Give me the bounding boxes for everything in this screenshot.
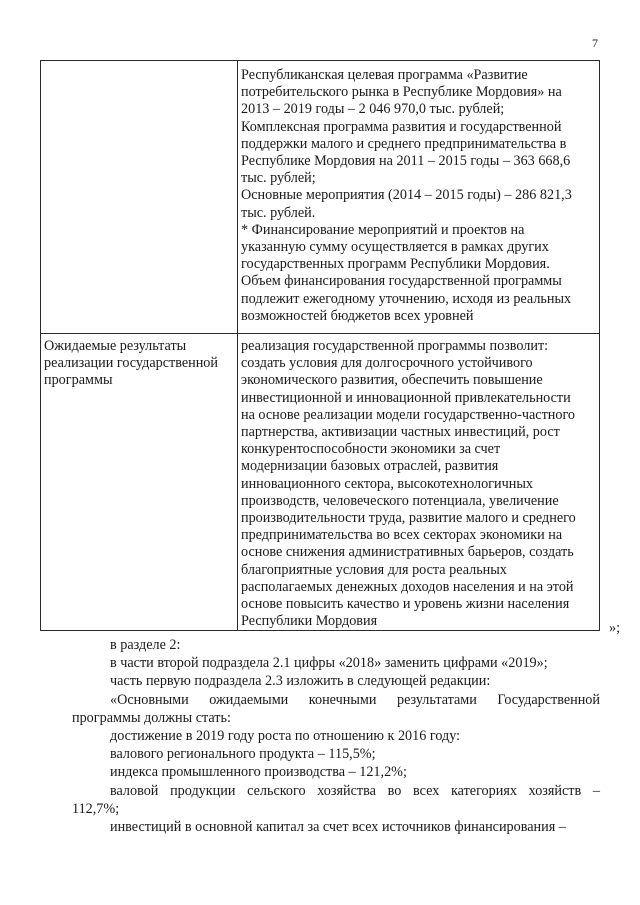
paragraph-continuation: программы должны стать: [72, 709, 231, 726]
cell-line: предпринимательства во всех секторах экономики на [241, 527, 563, 544]
cell-line: 2013 – 2019 годы – 2 046 970,0 тыс. рублей; [241, 101, 505, 118]
cell-line: указанную сумму осуществляется в рамках других [241, 239, 549, 256]
cell-line: партнерства, активизации частных инвестиций, рост [241, 424, 560, 441]
cell-line: программы [44, 372, 113, 389]
cell-line: основе повысить качество и уровень жизни населения [241, 596, 570, 613]
cell-line: потребительского рынка в Республике Мордовия» на [241, 84, 562, 101]
paragraph: достижение в 2019 году роста по отношению к 2016 году: [110, 728, 461, 745]
cell-line: тыс. рублей; [241, 170, 316, 187]
paragraph-continuation: 112,7%; [72, 800, 120, 817]
paragraph: валового регионального продукта – 115,5%; [110, 746, 376, 763]
cell-line: * Финансирование мероприятий и проектов на [241, 221, 525, 238]
cell-line: возможностей бюджетов всех уровней [241, 307, 474, 324]
cell-line: конкурентоспособности экономики за счет [241, 441, 501, 458]
cell-line: реализации государственной [44, 355, 218, 372]
cell-line: производительности труда, развитие малого и среднего [241, 510, 576, 527]
paragraph: инвестиций в основной капитал за счет всех источников финансирования – [110, 819, 566, 836]
cell-line: Ожидаемые результаты [44, 338, 187, 354]
cell-line: реализация государственной программы позволит: [241, 338, 549, 354]
cell-line: располагаемых денежных доходов населения и на этой [241, 578, 574, 595]
cell-line: Республики Мордовия [241, 613, 378, 630]
cell-line: экономического развития, обеспечить повышение [241, 372, 543, 389]
paragraph: в части второй подраздела 2.1 цифры «2018» заменить цифрами «2019»; [110, 655, 548, 672]
closing-quote: »; [609, 620, 621, 636]
table-cell-left [41, 61, 238, 334]
cell-line: поддержки малого и среднего предпринимательства в [241, 135, 567, 152]
cell-line: подлежит ежегодному уточнению, исходя из реальных [241, 290, 572, 307]
table-row [41, 334, 600, 631]
paragraph: в разделе 2: [110, 637, 181, 653]
paragraph: индекса промышленного производства – 121,2%; [110, 764, 407, 781]
amendment-text [72, 636, 600, 836]
cell-line: благоприятные условия для роста реальных [241, 561, 507, 578]
cell-line: Комплексная программа развития и государственной [241, 118, 562, 135]
cell-line: модернизации базовых отраслей, развития [241, 458, 499, 475]
paragraph: «Основными ожидаемыми конечными результатами Государственной [110, 691, 600, 708]
page-number: 7 [592, 36, 598, 50]
cell-line: основе снижения административных барьеров, создать [241, 544, 574, 561]
paragraph: часть первую подраздела 2.3 изложить в следующей редакции: [110, 673, 491, 690]
program-passport-table [40, 60, 600, 631]
table-row [41, 61, 600, 334]
cell-line: Республиканская целевая программа «Развитие [241, 67, 528, 83]
paragraph: валовой продукции сельского хозяйства во всех категориях хозяйств – [110, 782, 600, 799]
cell-line: инвестиционной и инновационной привлекательности [241, 389, 571, 406]
table-cell-right [238, 61, 600, 334]
cell-line: Основные мероприятия (2014 – 2015 годы) – 286 821,3 [241, 187, 572, 204]
cell-line: Республике Мордовия на 2011 – 2015 годы – 363 668,6 [241, 153, 571, 170]
cell-line: государственных программ Республики Мордовия. [241, 256, 550, 273]
table-cell-right [238, 334, 600, 631]
cell-line: на основе реализации модели государственно-частного [241, 406, 576, 423]
cell-line: тыс. рублей. [241, 204, 316, 221]
table-cell-left [41, 334, 238, 631]
cell-line: производств, человеческого потенциала, увеличение [241, 492, 559, 509]
cell-line: Объем финансирования государственной программы [241, 273, 562, 290]
cell-line: инновационного сектора, высокотехнологичных [241, 475, 533, 492]
cell-line: создать условия для долгосрочного устойчивого [241, 355, 533, 372]
